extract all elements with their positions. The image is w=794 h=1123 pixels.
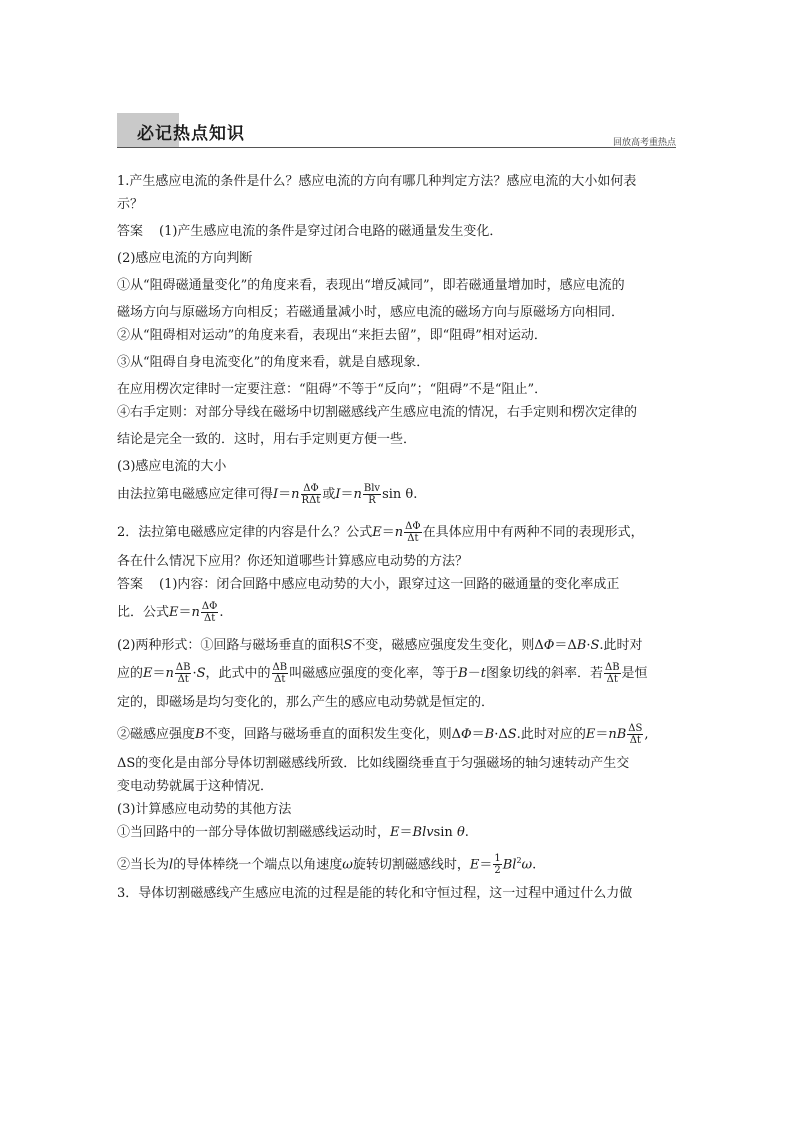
fraction-one-half: $\frac{1}{2}$ <box>494 853 501 877</box>
q2-a2a: (2)两种形式：①回路与磁场垂直的面积S不变，磁感应强度发生变化，则ΔΦ＝ΔB·S.此时对 <box>117 638 643 653</box>
q2-a2f: 变电动势就属于这种情况． <box>117 779 274 794</box>
q1-line1: 1.产生感应电流的条件是什么？感应电流的方向有哪几种判定方法？感应电流的大小如何表 <box>117 174 637 189</box>
q3-line1: 3．导体切割磁感线产生感应电流的过程是能的转化和守恒过程，这一过程中通过什么力做 <box>117 886 633 902</box>
document-body <box>117 170 679 905</box>
fraction-ds-dt: $\frac{\Delta S}{\Delta t}$ <box>628 723 643 746</box>
q2-line2: 各在什么情况下应用？你还知道哪些计算感应电动势的方法？ <box>117 554 469 569</box>
q1-a2-3: ③从“阻碍自身电流变化”的角度来看，就是自感现象． <box>117 355 430 370</box>
q2-a1b: 比．公式E＝n $\frac{\Delta\Phi}{\Delta t}$ . <box>117 601 224 624</box>
q2-a2d: ②磁感应强度B不变，回路与磁场垂直的面积发生变化，则ΔΦ＝B·ΔS.此时对应的E＝nB $\frac{\Delta S}{\Delta t}$ , <box>117 723 649 746</box>
q1-note: 在应用楞次定律时一定要注意：“阻碍”不等于“反向”；“阻碍”不是“阻止”． <box>117 382 548 397</box>
section-header <box>117 113 676 149</box>
q1-formula-line: 由法拉第电磁感应定律可得I＝n $\frac{\Delta\Phi}{\text{RΔt}}$ 或I＝n $\frac{\text{Blv}}{R}$ sin θ. <box>117 483 418 506</box>
fraction-blv-r: $\frac{\text{Blv}}{R}$ <box>363 483 381 506</box>
fraction-db-dt: $\frac{\Delta B}{\Delta t}$ <box>272 662 288 685</box>
q1-a3-head: (3)感应电流的大小 <box>117 459 227 474</box>
fraction-dphi-dt: $\frac{\Delta\Phi}{\Delta t}$ <box>201 601 218 624</box>
q1-a2-4a: ④右手定则：对部分导线在磁场中切割磁感线产生感应电流的情况，右手定则和楞次定律的 <box>117 405 638 420</box>
q2-line1: 2．法拉第电磁感应定律的内容是什么？公式E＝n $\frac{\Delta\Phi}{\Delta t}$ 在具体应用中有两种不同的表现形式， <box>117 521 644 544</box>
q1-a2-4b: 结论是完全一致的．这时，用右手定则更方便一些． <box>117 432 417 447</box>
fraction-db-dt: $\frac{\Delta B}{\Delta t}$ <box>175 662 191 685</box>
q1-line2: 示？ <box>117 197 144 212</box>
q2-a2e: ΔS的变化是由部分导体切割磁感线所致．比如线圈绕垂直于匀强磁场的轴匀速转动产生交 <box>117 756 630 771</box>
fraction-dphi-dt: $\frac{\Delta\Phi}{\Delta t}$ <box>405 521 421 544</box>
q1-a2-1b: 磁场方向与原磁场方向相反；若磁通量减小时，感应电流的磁场方向与原磁场方向相同． <box>117 305 625 320</box>
q2-a2b: 应的E＝n $\frac{\Delta B}{\Delta t}$ ·S，此式中的 $\frac{\Delta B}{\Delta t}$ 叫磁感应强度的变化率，等于B－t图象切线的斜率．若 $\frac{\Delta B}{\Delta t}$ 是恒 <box>117 662 648 685</box>
q2-answer-a1a: 答案 (1)内容：闭合回路中感应电动势的大小，跟穿过这一回路的磁通量的变化率成正 <box>117 577 620 592</box>
q2-a3-1: ①当回路中的一部分导体做切割磁感线运动时，E＝Blvsin θ. <box>117 825 469 840</box>
section-title: 必记热点知识 <box>137 124 245 144</box>
q1-answer-a1: 答案 (1)产生感应电流的条件是穿过闭合电路的磁通量发生变化． <box>117 224 503 239</box>
q2-a3-2: ②当长为l的导体棒绕一个端点以角速度ω旋转切割磁感线时，E＝ $\frac{1}{2}$ Bl$^2$ω. <box>117 853 537 877</box>
q1-a2-head: (2)感应电流的方向判断 <box>117 251 253 266</box>
header-rule <box>117 147 676 148</box>
q1-a2-2: ②从“阻碍相对运动”的角度来看，表现出“来拒去留”，即“阻碍”相对运动． <box>117 328 547 343</box>
q2-a3-head: (3)计算感应电动势的其他方法 <box>117 802 292 817</box>
fraction-db-dt: $\frac{\Delta B}{\Delta t}$ <box>604 662 620 685</box>
answer-label: 答案 <box>117 224 144 239</box>
q2-a2c: 定的，即磁场是均匀变化的，那么产生的感应电动势就是恒定的． <box>117 695 495 710</box>
answer-label: 答案 <box>117 577 144 592</box>
fraction-dphi-rdt: $\frac{\Delta\Phi}{\text{RΔt}}$ <box>301 483 321 506</box>
q1-a2-1a: ①从“阻碍磁通量变化”的角度来看，表现出“增反减同”，即若磁通量增加时，感应电流的 <box>117 278 625 293</box>
header-subtitle: 回放高考重热点 <box>612 138 676 148</box>
